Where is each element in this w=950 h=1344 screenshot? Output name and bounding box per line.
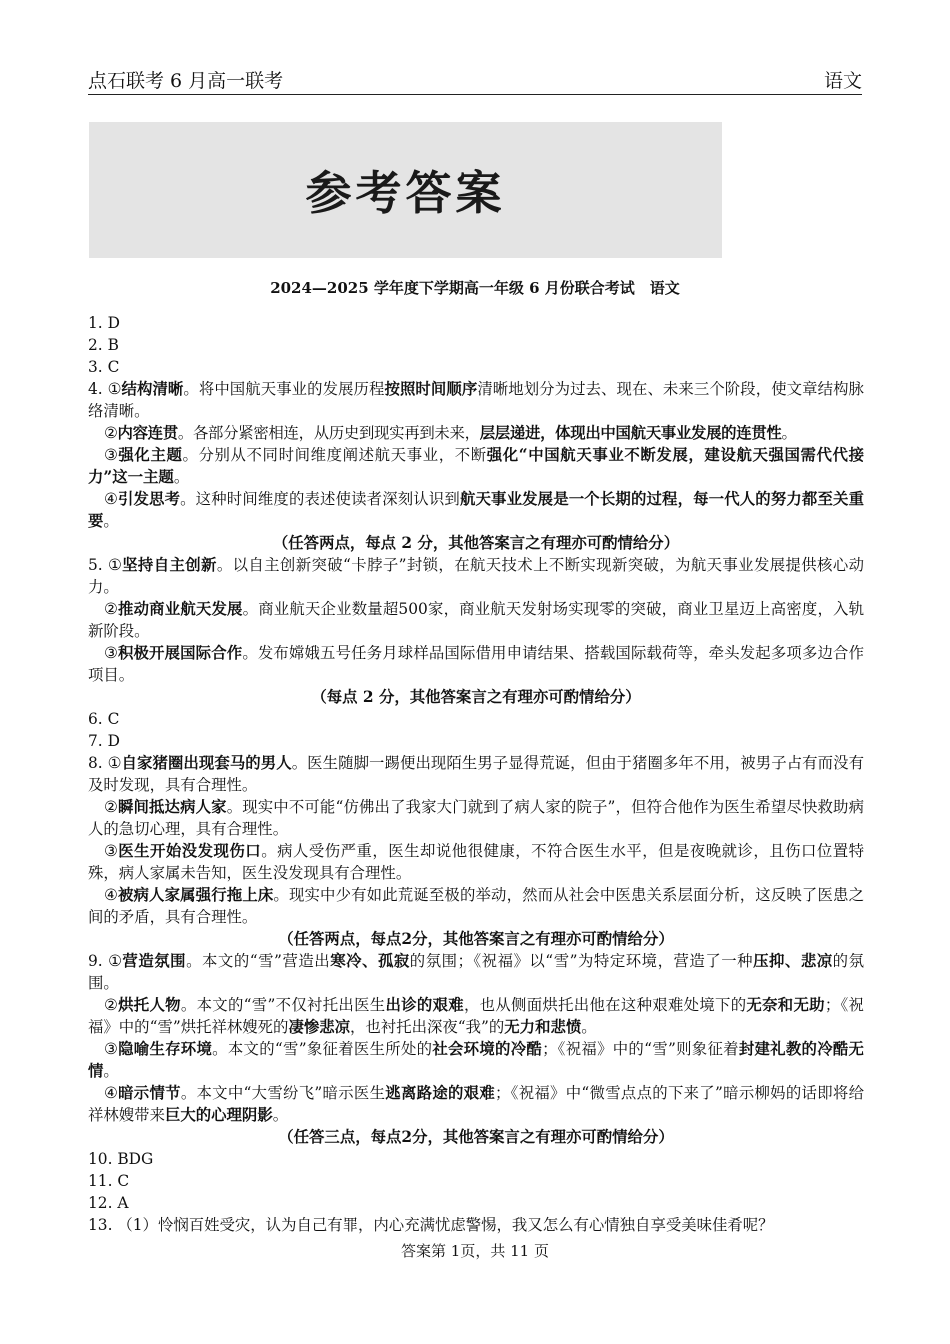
answer-q8-scoring-note: （任答两点，每点2分，其他答案言之有理亦可酌情给分） bbox=[278, 930, 674, 948]
header-subject: 语文 bbox=[823, 70, 862, 92]
answer-q4-point2: ②内容连贯。各部分紧密相连，从历史到现实再到未来，层层递进，体现出中国航天事业发展的连贯性。 bbox=[104, 424, 797, 442]
answer-q3: 3. C bbox=[88, 358, 120, 376]
answer-q8-point1: 8. ①自家猪圈出现套马的男人。医生随脚一踢便出现陌生男子显得荒诞，但由于猪圈多年不用，被男子占有而没有及时发现，具有合理性。 bbox=[88, 754, 864, 794]
answer-q13: 13. （1）怜悯百姓受灾，认为自己有罪，内心充满忧虑警惕，我又怎么有心情独自享受美味佳肴呢？ bbox=[88, 1216, 774, 1234]
page-footer: 答案第 1页，共 11 页 bbox=[401, 1242, 549, 1260]
answer-q4-scoring-note: （任答两点，每点 2 分，其他答案言之有理亦可酌情给分） bbox=[272, 534, 680, 552]
header-exam-name: 点石联考 6 月高一联考 bbox=[88, 70, 284, 92]
answer-q9-point1: 9. ①营造氛围。本文的“雪”营造出寒冷、孤寂的氛围；《祝福》以“雪”为特定环境，营造了一种压抑、悲凉的氛围。 bbox=[88, 952, 864, 992]
answer-q5-point2: ②推动商业航天发展。商业航天企业数量超500家，商业航天发射场实现零的突破，商业卫星迈上高密度，入轨新阶段。 bbox=[88, 600, 864, 640]
answer-banner bbox=[89, 122, 722, 258]
answer-q1: 1. D bbox=[88, 314, 120, 332]
answer-content bbox=[88, 312, 864, 1236]
answer-q8-point4: ④被病人家属强行拖上床。现实中少有如此荒诞至极的举动，然而从社会中医患关系层面分析，这反映了医患之间的矛盾，具有合理性。 bbox=[88, 886, 864, 926]
answer-q11: 11. C bbox=[88, 1172, 130, 1190]
answer-q8-point2: ②瞬间抵达病人家。现实中不可能“仿佛出了我家大门就到了病人家的院子”，但符合他作为医生希望尽快救助病人的急切心理，具有合理性。 bbox=[88, 798, 864, 838]
answer-q7: 7. D bbox=[88, 732, 120, 750]
answer-q9-point2: ②烘托人物。本文的“雪”不仅衬托出医生出诊的艰难，也从侧面烘托出他在这种艰难处境下的无奈和无助；《祝福》中的“雪”烘托祥林嫂死的凄惨悲凉，也衬托出深夜“我”的无力和悲愤。 bbox=[88, 996, 864, 1036]
answer-q4-point3: ③强化主题。分别从不同时间维度阐述航天事业，不断强化“中国航天事业不断发展，建设航天强国需代代接力”这一主题。 bbox=[88, 446, 864, 486]
answer-q12: 12. A bbox=[88, 1194, 129, 1212]
answer-q8-point3: ③医生开始没发现伤口。病人受伤严重，医生却说他很健康，不符合医生水平，但是夜晚就诊，且伤口位置特殊，病人家属未告知，医生没发现具有合理性。 bbox=[88, 842, 864, 882]
exam-title: 2024—2025 学年度下学期高一年级 6 月份联合考试 语文 bbox=[270, 279, 680, 297]
answer-q10: 10. BDG bbox=[88, 1150, 154, 1168]
answer-q4-point4: ④引发思考。这种时间维度的表述使读者深刻认识到航天事业发展是一个长期的过程，每一代人的努力都至关重要。 bbox=[88, 490, 864, 530]
page-header bbox=[88, 68, 862, 95]
answer-q9-scoring-note: （任答三点，每点2分，其他答案言之有理亦可酌情给分） bbox=[278, 1128, 674, 1146]
answer-q2: 2. B bbox=[88, 336, 119, 354]
answer-q5-point3: ③积极开展国际合作。发布嫦娥五号任务月球样品国际借用申请结果、搭载国际载荷等，牵头发起多项多边合作项目。 bbox=[88, 644, 864, 684]
banner-title: 参考答案 bbox=[305, 166, 506, 220]
answer-q9-point4: ④暗示情节。本文中“大雪纷飞”暗示医生逃离路途的艰难；《祝福》中“微雪点点的下来了”暗示柳妈的话即将给祥林嫂带来巨大的心理阴影。 bbox=[88, 1084, 864, 1124]
answer-q6: 6. C bbox=[88, 710, 120, 728]
answer-q5-point1: 5. ①坚持自主创新。以自主创新突破“卡脖子”封锁，在航天技术上不断实现新突破，为航天事业发展提供核心动力。 bbox=[88, 556, 864, 596]
answer-q9-point3: ③隐喻生存环境。本文的“雪”象征着医生所处的社会环境的冷酷；《祝福》中的“雪”则象征着封建礼教的冷酷无情。 bbox=[88, 1040, 864, 1080]
answer-q5-scoring-note: （每点 2 分，其他答案言之有理亦可酌情给分） bbox=[311, 688, 641, 706]
answer-q4-point1: 4. ①结构清晰。将中国航天事业的发展历程按照时间顺序清晰地划分为过去、现在、未来三个阶段，使文章结构脉络清晰。 bbox=[88, 380, 864, 420]
